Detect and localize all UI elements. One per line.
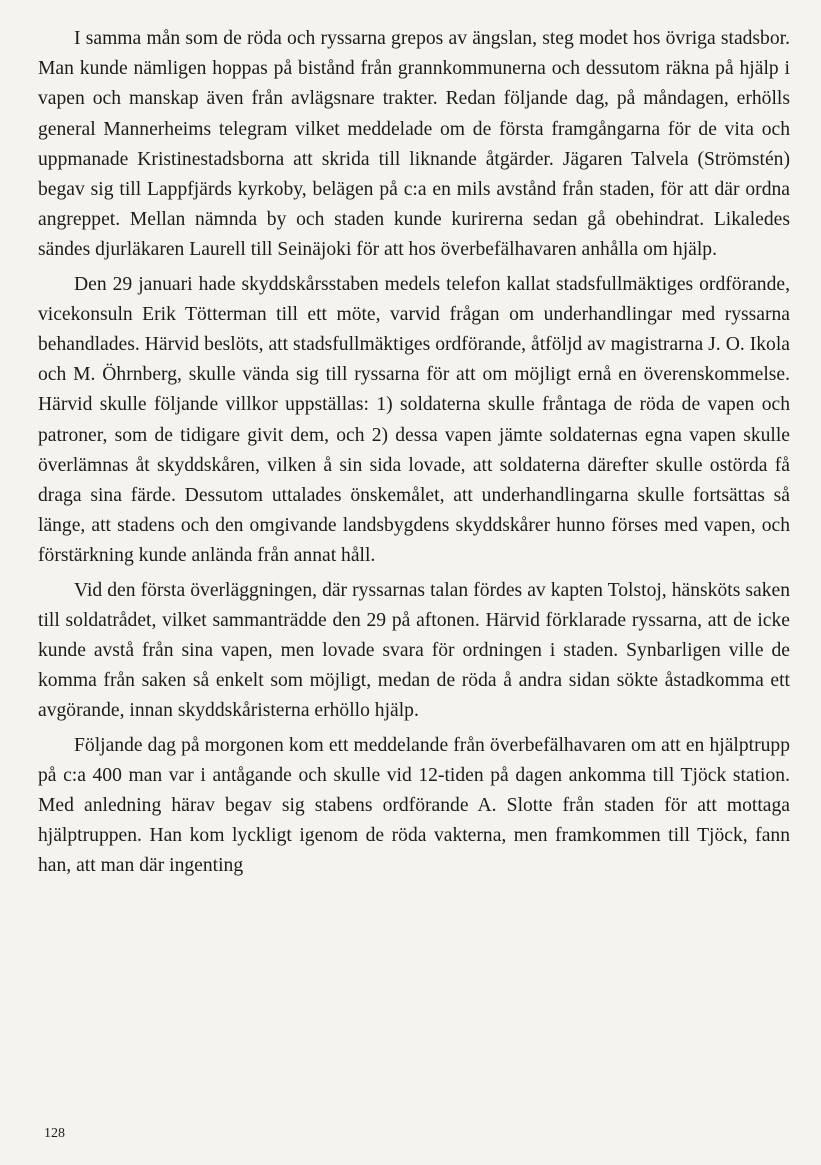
paragraph-4: Följande dag på morgonen kom ett meddelande från överbefälhavaren om att en hjälptrupp på c:a 400 man var i antågande och skulle vid 12-tiden på dagen ankomma till Tjöck station. Med anledning härav begav sig stabens ordförande A. Slotte från staden för att mottaga hjälptruppen. Han kom lyckligt igenom de röda vakterna, men framkommen till Tjöck, fann han, att man där ingenting (38, 734, 790, 877)
paragraph-1: I samma mån som de röda och ryssarna grepos av ängslan, steg modet hos övriga stadsbor. Man kunde nämligen hoppas på bistånd från grannkommunerna och dessutom räkna på hjälp i vapen och manskap även från avlägsnare trakter. Redan följande dag, på måndagen, erhölls general Mannerheims telegram vilket meddelade om de första framgångarna för de vita och uppmanade Kristinestadsborna att skrida till liknande åtgärder. Jägaren Talvela (Strömstén) begav sig till Lappfjärds kyrkoby, belägen på c:a en mils avstånd från staden, för att där ordna angreppet. Mellan nämnda by och staden kunde kurirerna sedan gå obehindrat. Likaledes sändes djurläkaren Laurell till Seinäjoki för att hos överbefälhavaren anhålla om hjälp. (38, 28, 790, 261)
body-text (38, 24, 790, 882)
paragraph-2: Den 29 januari hade skyddskårsstaben medels telefon kallat stadsfullmäktiges ordförande, vicekonsuln Erik Tötterman till ett möte, varvid frågan om underhandlingar med ryssarna behandlades. Härvid beslöts, att stadsfullmäktiges ordförande, åtföljd av magistrarna J. O. Ikola och M. Öhrnberg, skulle vända sig till ryssarna för att om möjligt ernå en överenskommelse. Härvid skulle följande villkor uppställas: 1) soldaterna skulle fråntaga de röda de vapen och patroner, som de tidigare givit dem, och 2) dessa vapen jämte soldaternas egna vapen skulle överlämnas åt skyddskåren, vilken å sin sida lovade, att soldaterna därefter skulle ostörda få draga sina färde. Dessutom uttalades önskemålet, att underhandlingarna skulle fortsättas så länge, att stadens och den omgivande landsbygdens skyddskårer hunno förses med vapen, och förstärkning kunde anlända från annat håll. (38, 273, 790, 567)
paragraph-3: Vid den första överläggningen, där ryssarnas talan fördes av kapten Tolstoj, hänsköts saken till soldatrådet, vilket sammanträdde den 29 på aftonen. Härvid förklarade ryssarna, att de icke kunde avstå från sina vapen, men lovade svara för ordningen i staden. Synbarligen ville de komma från saken så enkelt som möjligt, medan de röda å andra sidan sökte åstadkomma ett avgörande, innan skyddskåristerna erhöllo hjälp. (38, 579, 790, 722)
page-number: 128 (44, 1126, 65, 1141)
